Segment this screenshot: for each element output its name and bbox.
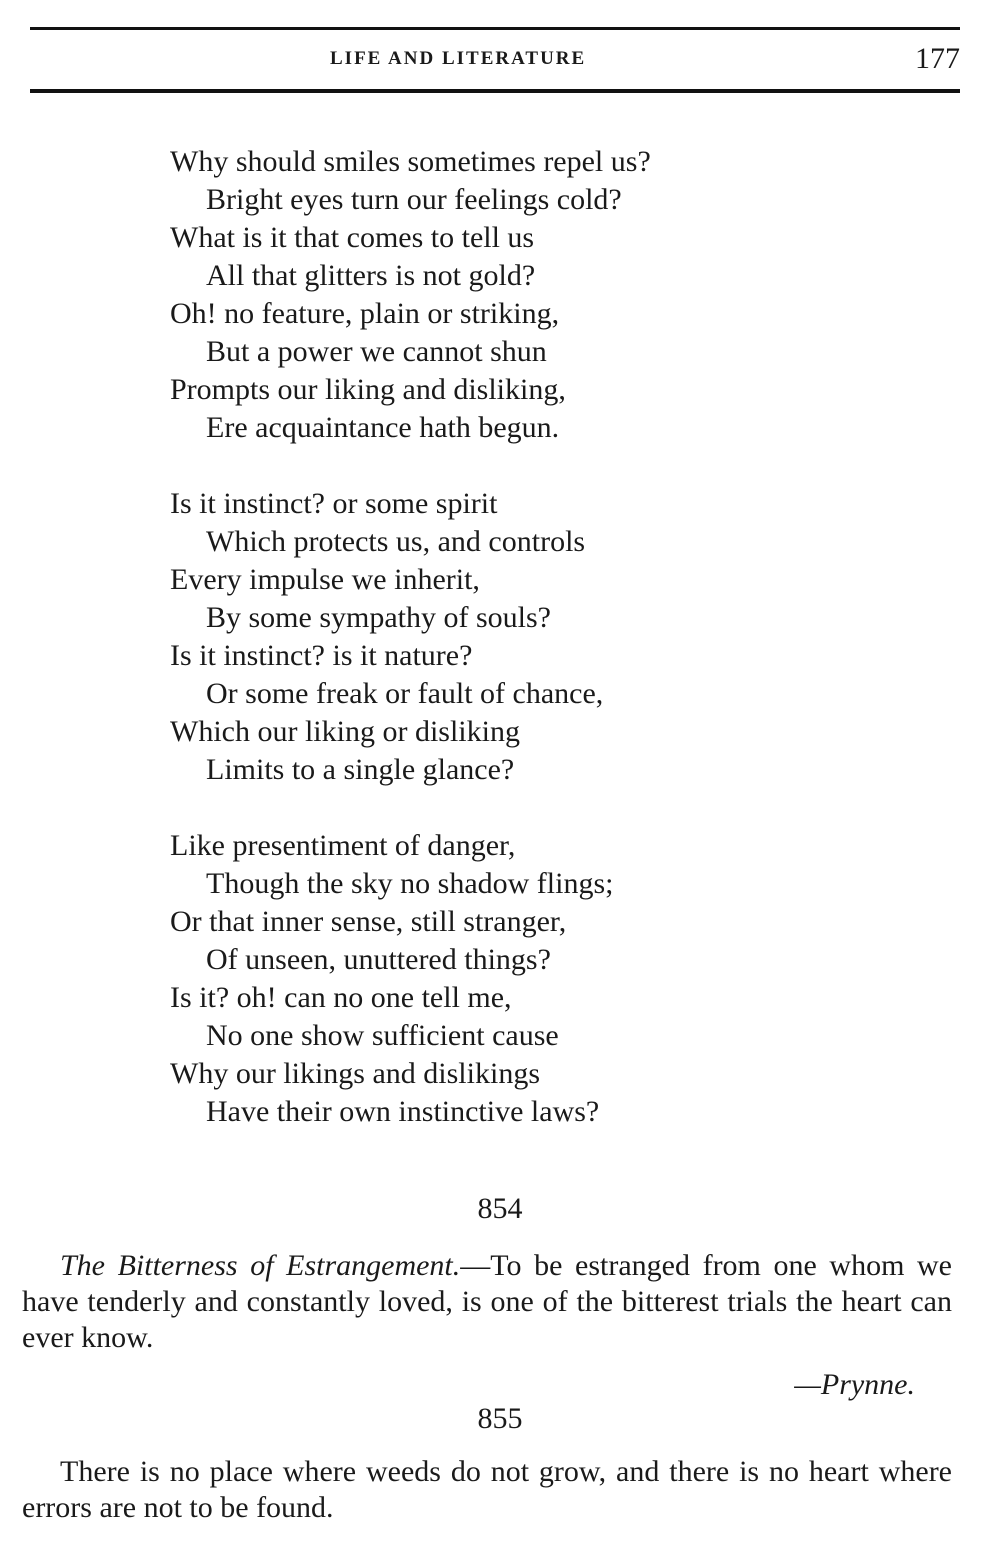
poem-line: What is it that comes to tell us [170,221,535,254]
poem-line: Why should smiles sometimes repel us? [170,145,651,178]
poem-line: Why our likings and dislikings [170,1057,540,1090]
poem-line: All that glitters is not gold? [206,259,536,292]
entry-854-paragraph [22,1248,952,1356]
entry-854-attribution: —Prynne. [794,1368,915,1401]
poem-line: Ere acquaintance hath begun. [206,411,560,444]
page-number: 177 [915,42,960,75]
header-bottom-rule [30,89,960,93]
running-head: LIFE AND LITERATURE [330,48,587,69]
poem-line: Or some freak or fault of chance, [206,677,604,710]
poem-line: Limits to a single glance? [206,753,515,786]
poem-line: Have their own instinctive laws? [206,1095,600,1128]
entry-number-854: 854 [477,1192,523,1225]
poem-line: Which protects us, and controls [206,525,586,558]
poem-line: By some sympathy of souls? [206,601,551,634]
entry-855-paragraph [22,1454,952,1526]
poem-line: Is it instinct? is it nature? [170,639,473,672]
entry-number-855: 855 [477,1402,523,1435]
poem-line: Is it? oh! can no one tell me, [170,981,512,1014]
poem-line: Prompts our liking and disliking, [170,373,566,406]
poem-stanza [170,827,930,1131]
entry-854-title: The Bitterness of Estrangement. [60,1249,461,1282]
poem-stanza [170,485,930,789]
poem-line: Is it instinct? or some spirit [170,487,498,520]
poem [170,143,930,1169]
poem-line: Like presentiment of danger, [170,829,516,862]
header-top-rule [30,27,960,30]
poem-line: Oh! no feature, plain or striking, [170,297,560,330]
poem-line: Though the sky no shadow flings; [206,867,614,900]
poem-line: Of unseen, unuttered things? [206,943,551,976]
entry-854-text: —To be estranged from one whom we have tenderly and constantly loved, is one of the bitterest trials the heart can ever know. [22,1249,952,1354]
poem-line: No one show sufficient cause [206,1019,559,1052]
entry-855-text: There is no place where weeds do not grow, and there is no heart where errors are not to be found. [22,1455,952,1524]
poem-line: Or that inner sense, still stranger, [170,905,567,938]
poem-line: But a power we cannot shun [206,335,547,368]
poem-stanza [170,143,930,447]
poem-line: Which our liking or disliking [170,715,520,748]
poem-line: Bright eyes turn our feelings cold? [206,183,622,216]
poem-line: Every impulse we inherit, [170,563,480,596]
